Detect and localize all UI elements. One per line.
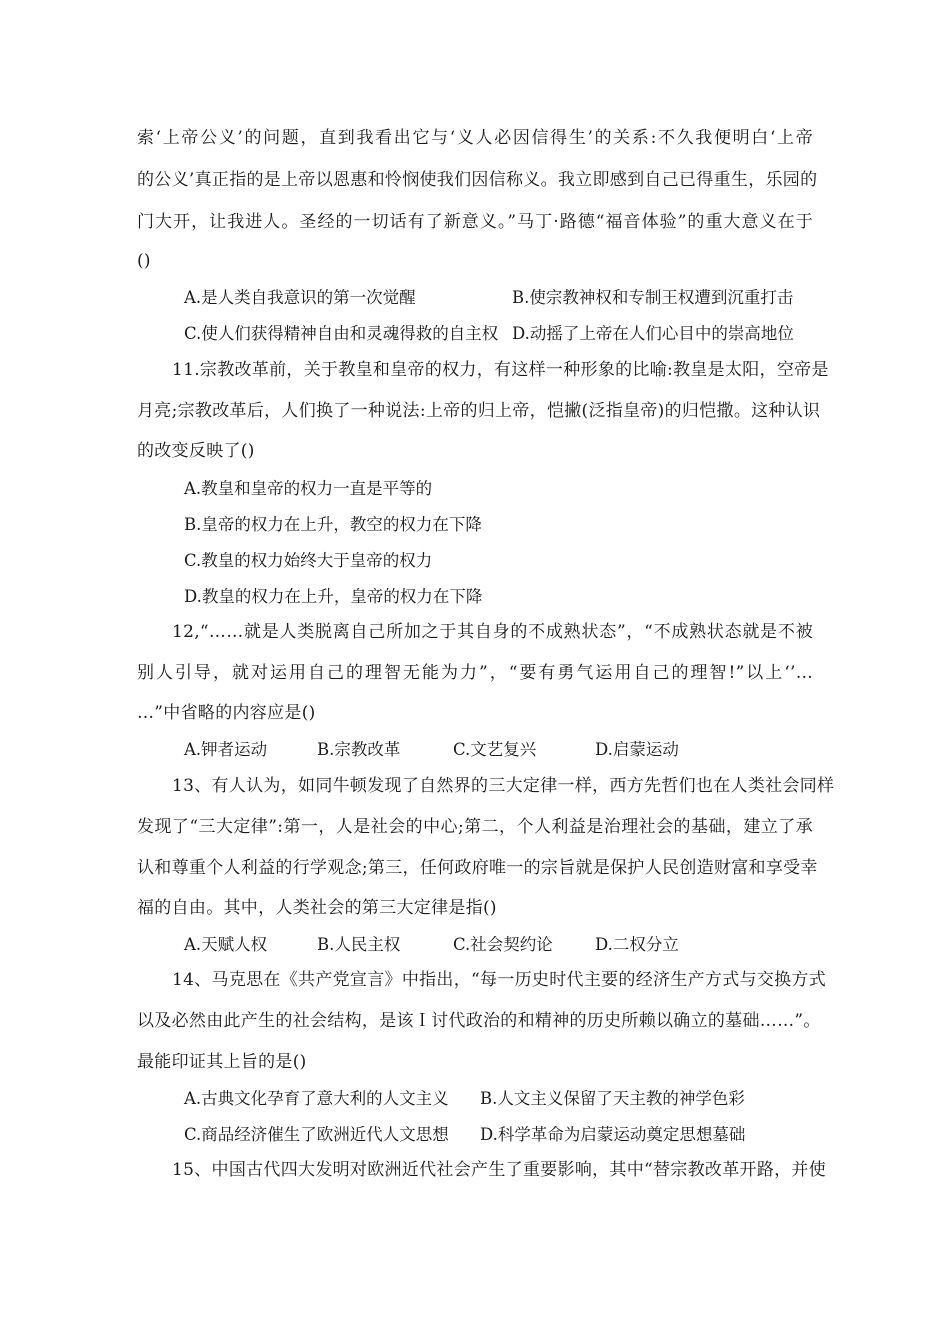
q14-option-a: A.古典文化孕育了意大利的人文主义 — [184, 1089, 449, 1108]
q13-line-1: 13、有人认为，如同牛顿发现了自然界的三大定律一样，西方先哲们也在人类社会同样 — [172, 776, 835, 796]
q10-line-3: 门大开，让我进人。圣经的一切话有了新意义。”马丁·路德“福音体验”的重大意义在于 — [137, 212, 813, 232]
q11-line-1: 11.宗教改革前，关于教皇和皇帝的权力，有这样一种形象的比喻:教皇是太阳，空帝是 — [172, 360, 829, 380]
q10-line-1: 索‘上帝公义’的问题，直到我看出它与‘义人必因信得生’的关系:不久我便明白‘上帝 — [137, 128, 813, 148]
q10-line-2: 的公义’真正指的是上帝以恩惠和怜悯使我们因信称义。我立即感到自己已得重生，乐园的 — [137, 170, 818, 190]
q13-option-a: A.天赋人权 — [184, 935, 268, 954]
q15-line-1: 15、中国古代四大发明对欧洲近代社会产生了重要影响，其中“替宗教改革开路，并使 — [172, 1160, 827, 1180]
q12-line-2: 别人引导，就对运用自己的理智无能为力”，“要有勇气运用自己的理智!”以上‘’… — [137, 663, 813, 683]
q11-option-a: A.教皇和皇帝的权力一直是平等的 — [184, 479, 433, 498]
q13-line-3: 认和尊重个人利益的行学观念;第三，任何政府唯一的宗旨就是保护人民创造财富和享受幸 — [137, 858, 818, 878]
q10-option-b: B.使宗教神权和专制王权遭到沉重打击 — [512, 288, 794, 307]
q14-option-d: D.科学革命为启蒙运动奠定思想墓础 — [480, 1125, 746, 1144]
q11-line-3: 的改变反映了() — [137, 441, 255, 461]
q14-line-1: 14、马克思在《共产党宣言》中指出，“每一历史时代主要的经济生产方式与交换方式 — [172, 970, 827, 990]
q10-option-c: C.使人们获得精神自由和灵魂得救的自主权 — [184, 324, 499, 343]
q13-line-2: 发现了“三大定律”:第一，人是社会的中心;第二，个人利益是治理社会的基础，建立了承 — [137, 817, 813, 837]
q12-line-3: …”中省略的内容应是() — [137, 703, 316, 723]
q10-line-4: () — [137, 251, 151, 271]
q14-option-b: B.人文主义保留了天主教的神学色彩 — [480, 1089, 745, 1108]
q10-option-d: D.动摇了上帝在人们心目中的崇高地位 — [512, 324, 794, 343]
q13-option-b: B.人民主权 — [317, 935, 401, 954]
q11-line-2: 月亮;宗教改革后，人们换了一种说法:上帝的归上帝，恺撇(泛指皇帝)的归恺撒。这种认识 — [137, 401, 821, 421]
q12-option-c: C.文艺复兴 — [453, 740, 537, 759]
q10-option-a: A.是人类自我意识的第一次觉醒 — [184, 288, 416, 307]
q12-option-a: A.钾者运动 — [184, 740, 268, 759]
q11-option-b: B.皇帝的权力在上升，教空的权力在下降 — [184, 515, 482, 534]
q13-line-4: 福的自由。其中，人类社会的第三大定律是指() — [137, 898, 497, 918]
q12-option-d: D.启蒙运动 — [595, 740, 679, 759]
q14-line-2: 以及必然由此产生的社会结构，是该Ｉ讨代政治的和精神的历史所赖以确立的墓础……”。 — [137, 1011, 821, 1031]
q12-option-b: B.宗教改革 — [317, 740, 401, 759]
q14-option-c: C.商品经济催生了欧洲近代人文思想 — [184, 1125, 449, 1144]
q13-option-c: C.社会契约论 — [453, 935, 553, 954]
q12-line-1: 12,“……就是人类脱离自己所加之于其自身的不成熟状态”，“不成熟状态就是不被 — [172, 622, 813, 642]
q11-option-c: C.教皇的权力始终大于皇帝的权力 — [184, 551, 433, 570]
q14-line-3: 最能印证其上旨的是() — [137, 1052, 307, 1072]
q13-option-d: D.二权分立 — [595, 935, 679, 954]
q11-option-d: D.教皇的权力在上升，皇帝的权力在下降 — [184, 587, 483, 606]
